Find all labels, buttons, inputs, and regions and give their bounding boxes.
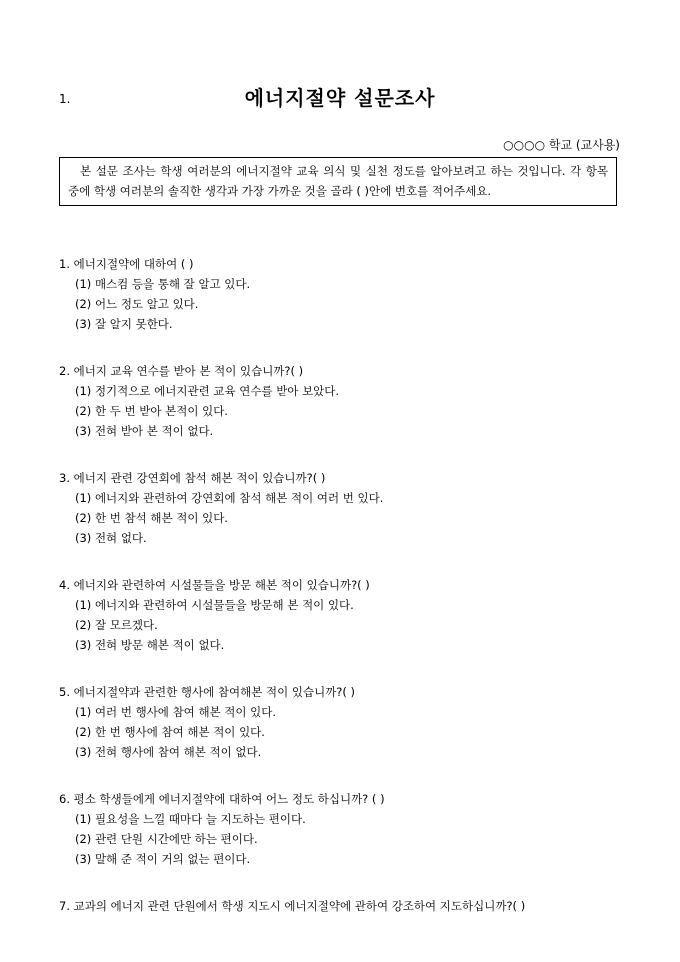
question-2 — [59, 361, 629, 441]
question-text: 4. 에너지와 관련하여 시설물들을 방문 해본 적이 있습니까?( ) — [59, 578, 370, 592]
question-text: 2. 에너지 교육 연수를 받아 본 적이 있습니까?( ) — [59, 364, 304, 378]
question-text: 5. 에너지절약과 관련한 행사에 참여해본 적이 있습니까?( ) — [59, 685, 356, 699]
question-6 — [59, 789, 629, 869]
answer-option: (2) 한 번 행사에 참여 해본 적이 있다. — [75, 725, 265, 739]
answer-option: (2) 한 번 참석 해본 적이 있다. — [75, 511, 228, 525]
answer-option: (1) 정기적으로 에너지관련 교육 연수를 받아 보았다. — [75, 384, 340, 398]
answer-option: (3) 전혀 없다. — [75, 531, 147, 545]
survey-title: 에너지절약 설문조사 — [244, 86, 436, 110]
question-4 — [59, 575, 629, 655]
question-list — [59, 254, 629, 943]
answer-option: (3) 전혀 방문 해본 적이 없다. — [75, 638, 225, 652]
question-3 — [59, 468, 629, 548]
answer-option: (3) 전혀 행사에 참여 해본 적이 없다. — [75, 745, 262, 759]
question-5 — [59, 682, 629, 762]
school-line: ○○○○ 학교 (교사용) — [503, 138, 620, 152]
question-7 — [59, 896, 629, 916]
page-number: 1. — [59, 92, 71, 106]
answer-option: (2) 한 두 번 받아 본적이 있다. — [75, 404, 228, 418]
intro-box — [59, 157, 617, 206]
question-text: 6. 평소 학생들에게 에너지절약에 대하여 어느 정도 하십니까? ( ) — [59, 792, 385, 806]
answer-option: (2) 관련 단원 시간에만 하는 편이다. — [75, 832, 258, 846]
question-1 — [59, 254, 629, 334]
answer-option: (2) 잘 모르겠다. — [75, 618, 158, 632]
answer-option: (3) 말해 준 적이 거의 없는 편이다. — [75, 852, 251, 866]
question-text: 7. 교과의 에너지 관련 단원에서 학생 지도시 에너지절약에 관하여 강조하여 지도하십니까?( ) — [59, 899, 526, 913]
answer-option: (1) 여러 번 행사에 참여 해본 적이 있다. — [75, 705, 277, 719]
answer-option: (2) 어느 정도 알고 있다. — [75, 297, 199, 311]
answer-option: (3) 잘 알지 못한다. — [75, 317, 173, 331]
question-text: 1. 에너지절약에 대하여 ( ) — [59, 257, 194, 271]
question-text: 3. 에너지 관련 강연회에 참석 해본 적이 있습니까?( ) — [59, 471, 326, 485]
answer-option: (3) 전혀 받아 본 적이 없다. — [75, 424, 214, 438]
answer-option: (1) 필요성을 느낄 때마다 늘 지도하는 편이다. — [75, 812, 306, 826]
answer-option: (1) 매스컴 등을 통해 잘 알고 있다. — [75, 277, 251, 291]
answer-option: (1) 에너지와 관련하여 강연회에 참석 해본 적이 여러 번 있다. — [75, 491, 384, 505]
answer-option: (1) 에너지와 관련하여 시설물들을 방문해 본 적이 있다. — [75, 598, 354, 612]
intro-text: 본 설문 조사는 학생 여러분의 에너지절약 교육 의식 및 실천 정도를 알아보려고 하는 것입니다. 각 항목 중에 학생 여러분의 솔직한 생각과 가장 가까운 것을 골라 ( )안에 번호를 적어주세요. — [68, 164, 608, 198]
